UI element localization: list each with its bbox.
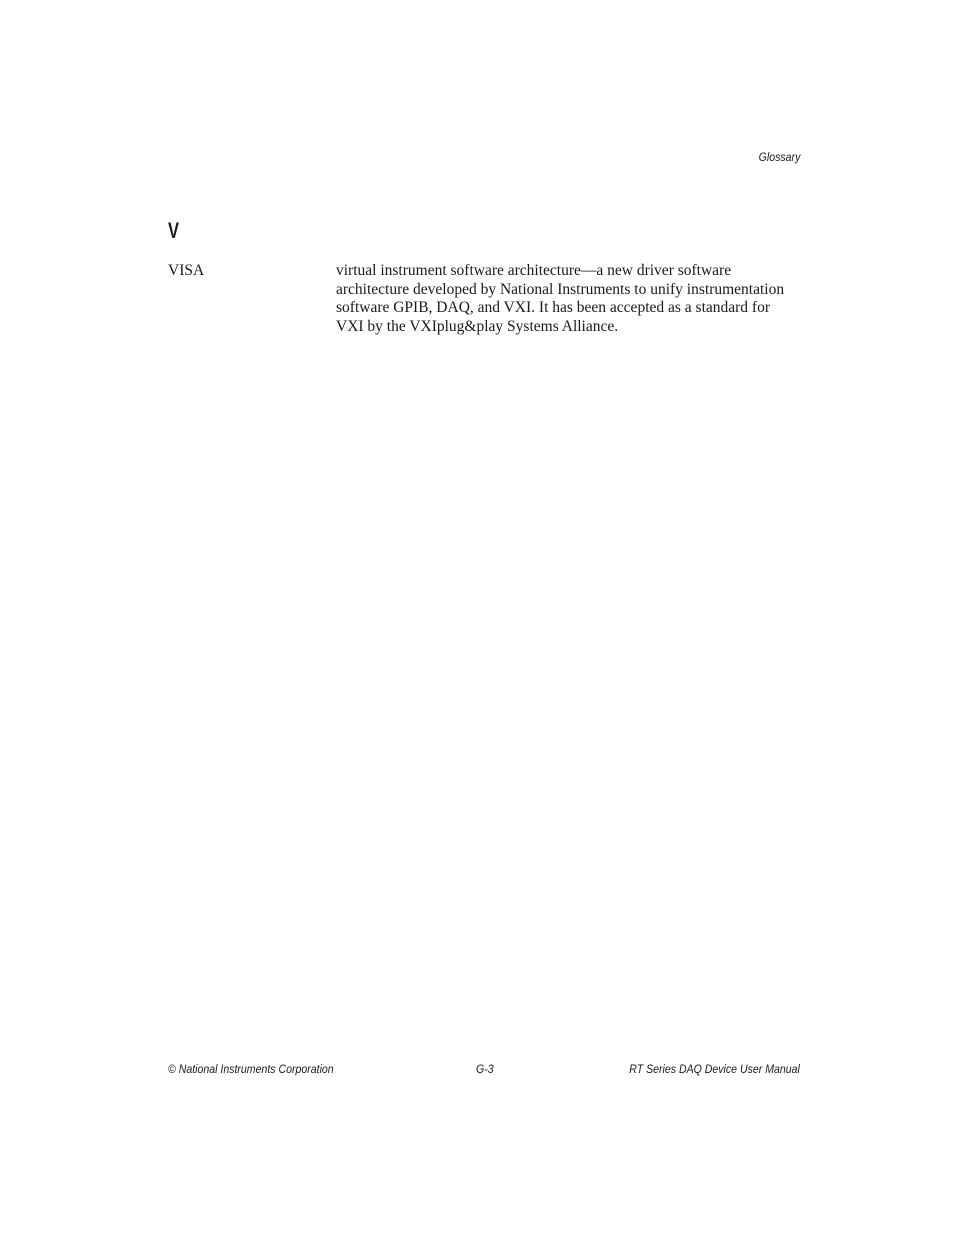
footer-manual-title: RT Series DAQ Device User Manual [629, 1062, 800, 1076]
glossary-definition: virtual instrument software architecture—a new driver software architecture developed by National Instruments to unify instrumentation software GPIB, DAQ, and VXI. It has been accepted as a standard for VXI by the VXIplug&play Systems Alliance. [336, 262, 785, 336]
footer-page-number: G-3 [476, 1062, 494, 1076]
running-head: Glossary [758, 150, 800, 164]
section-heading: V [168, 218, 180, 243]
footer-copyright: © National Instruments Corporation [168, 1062, 334, 1076]
glossary-term: VISA [168, 262, 205, 279]
